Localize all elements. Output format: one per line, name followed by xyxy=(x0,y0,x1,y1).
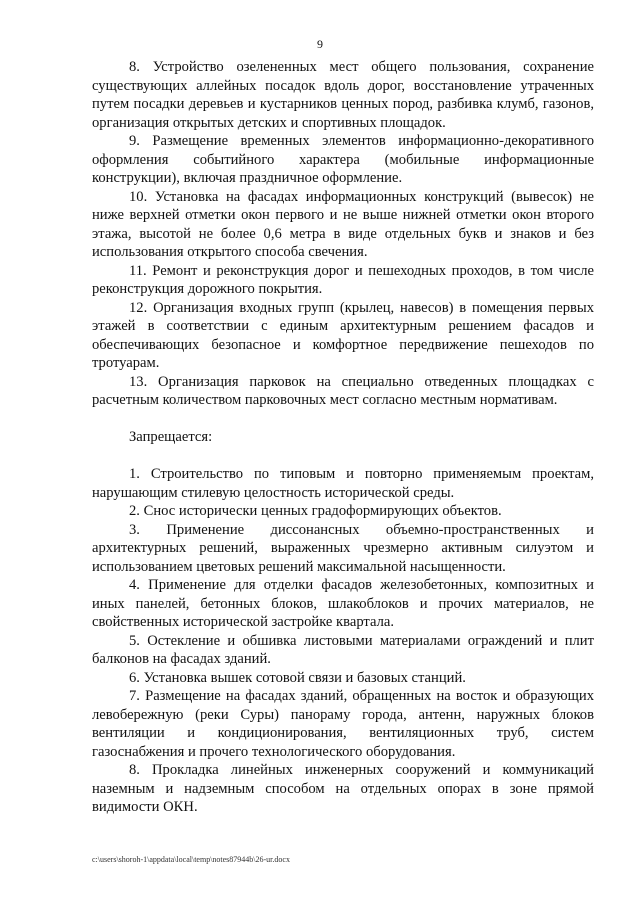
allowed-item-12: 12. Организация входных групп (крылец, навесов) в помещения первых этажей в соответствии с единым архитектурным решением фасадов и обеспечивающих безопасное и комфортное передвижение пешеходов по тротуарам. xyxy=(92,299,594,371)
prohibited-heading: Запрещается: xyxy=(129,429,213,445)
page-number: 9 xyxy=(317,37,323,51)
allowed-item-13: 13. Организация парковок на специально отведенных площадках с расчетным количеством парковочных мест согласно местным нормативам. xyxy=(92,373,594,408)
document-body xyxy=(92,58,594,817)
allowed-item-10: 10. Установка на фасадах информационных конструкций (вывесок) не ниже верхней отметки окон первого и не выше нижней отметки окон второго этажа, высотой не более 0,6 метра в виде отдельных букв и знаков и без использования открытого способа свечения. xyxy=(92,188,594,260)
prohibited-item-5: 5. Остекление и обшивка листовыми материалами ограждений и плит балконов на фасадах зданий. xyxy=(92,632,594,667)
file-path-footer: c:\users\shoroh-1\appdata\local\temp\notes87944b\26-ur.docx xyxy=(92,855,290,864)
prohibited-item-6: 6. Установка вышек сотовой связи и базовых станций. xyxy=(129,669,466,686)
prohibited-item-2: 2. Снос исторически ценных градоформирующих объектов. xyxy=(129,503,502,519)
prohibited-item-4: 4. Применение для отделки фасадов железобетонных, композитных и иных панелей, бетонных блоков, шлакоблоков и прочих материалов, не свойственных исторической застройке квартала. xyxy=(92,577,594,630)
prohibited-item-7: 7. Размещение на фасадах зданий, обращенных на восток и образующих левобережную (реки Суры) панораму города, антенн, наружных блоков вентиляции и кондиционирования, вентиляционных труб, систем газоснабжения и прочего технологического оборудования. xyxy=(92,688,594,760)
allowed-item-8: 8. Устройство озелененных мест общего пользования, сохранение существующих аллейных посадок вдоль дорог, восстановление утраченных путем посадки деревьев и кустарников ценных пород, разбивка клумб, газонов, организация открытых детских и спортивных площадок. xyxy=(92,59,594,131)
allowed-item-9: 9. Размещение временных элементов информационно-декоративного оформления событийного характера (мобильные информационные конструкции), включая праздничное оформление. xyxy=(92,133,594,186)
prohibited-item-3: 3. Применение диссонансных объемно-пространственных и архитектурных решений, выраженных чрезмерно активным силуэтом и использованием цветовых решений максимальной насыщенности. xyxy=(92,521,594,575)
allowed-item-11: 11. Ремонт и реконструкция дорог и пешеходных проходов, в том числе реконструкция дорожного покрытия. xyxy=(92,262,594,297)
prohibited-item-1: 1. Строительство по типовым и повторно применяемым проектам, нарушающим стилевую целостность исторической среды. xyxy=(92,466,594,501)
prohibited-item-8: 8. Прокладка линейных инженерных сооружений и коммуникаций наземным и надземным способом на отдельных опорах в зоне прямой видимости ОКН. xyxy=(92,762,594,815)
